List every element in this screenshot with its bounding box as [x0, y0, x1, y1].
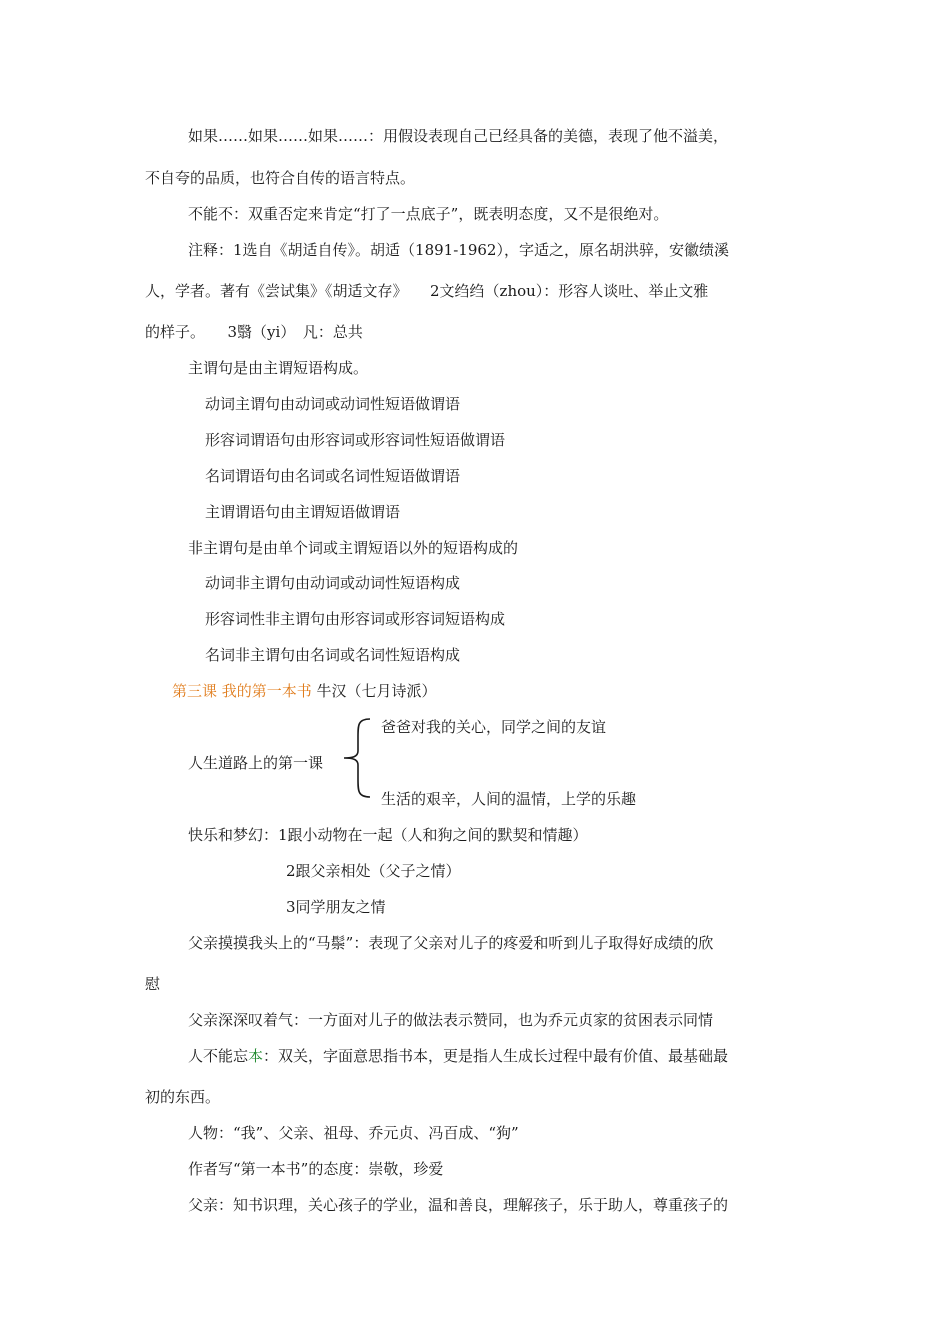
paragraph-line: 形容词谓语句由形容词或形容词性短语做谓语: [205, 431, 506, 449]
lesson-title: 第三课 我的第一本书: [172, 682, 312, 700]
brace-item-bottom: 生活的艰辛，人间的温情，上学的乐趣: [381, 790, 637, 808]
paragraph-line: 动词主谓句由动词或动词性短语做谓语: [205, 395, 461, 413]
paragraph-line: 主谓句是由主谓短语构成。: [188, 359, 369, 377]
paragraph-line: 形容词性非主谓句由形容词或形容词短语构成: [205, 610, 506, 628]
curly-brace-icon: [340, 717, 376, 799]
paragraph-line: 名词谓语句由名词或名词性短语做谓语: [205, 467, 461, 485]
paragraph-line: 人物：“我”、父亲、祖母、乔元贞、冯百成、“狗”: [188, 1124, 519, 1142]
highlighted-word: 本: [248, 1047, 264, 1065]
paragraph-line: 名词非主谓句由名词或名词性短语构成: [205, 646, 461, 664]
lesson-author: 牛汉（七月诗派）: [311, 682, 437, 700]
paragraph-line: 不能不：双重否定来肯定“打了一点底子”，既表明态度，又不是很绝对。: [188, 205, 669, 223]
paragraph-line: 注释：1选自《胡适自传》。胡适（1891-1962），字适之，原名胡洪骍，安徽绩溪: [188, 241, 729, 259]
paragraph-line: 初的东西。: [145, 1088, 221, 1106]
text-run: ：双关，字面意思指书本，更是指人生成长过程中最有价值、最基础最: [263, 1047, 729, 1065]
paragraph-line: 动词非主谓句由动词或动词性短语构成: [205, 574, 461, 592]
paragraph-line: 父亲：知书识理，关心孩子的学业，温和善良，理解孩子，乐于助人，尊重孩子的: [188, 1196, 729, 1214]
paragraph-line: 非主谓句是由单个词或主谓短语以外的短语构成的: [188, 539, 519, 557]
paragraph-line: 作者写“第一本书”的态度：崇敬，珍爱: [188, 1160, 444, 1178]
paragraph-line: 不自夸的品质，也符合自传的语言特点。: [145, 169, 416, 187]
paragraph-line: 父亲深深叹着气：一方面对儿子的做法表示赞同，也为乔元贞家的贫困表示同情: [188, 1011, 714, 1029]
brace-label: 人生道路上的第一课: [188, 754, 324, 772]
list-item: 3同学朋友之情: [286, 898, 386, 916]
paragraph-line: 慰: [145, 975, 161, 993]
list-item: 2跟父亲相处（父子之情）: [286, 862, 461, 880]
brace-item-top: 爸爸对我的关心，同学之间的友谊: [381, 718, 607, 736]
paragraph-line: 父亲摸摸我头上的“马鬃”：表现了父亲对儿子的疼爱和听到儿子取得好成绩的欣: [188, 934, 714, 952]
text-run: 人不能忘: [188, 1047, 249, 1065]
paragraph-line: 主谓谓语句由主谓短语做谓语: [205, 503, 401, 521]
paragraph-line: 如果……如果……如果……：用假设表现自己已经具备的美德，表现了他不溢美，: [188, 127, 729, 145]
paragraph-line: 的样子。 3翳（yi） 凡：总共: [145, 323, 363, 341]
lesson-heading: [172, 681, 437, 701]
paragraph-line: [188, 1046, 728, 1066]
paragraph-line: 人，学者。著有《尝试集》《胡适文存》 2文绉绉（zhou）：形容人谈吐、举止文雅: [145, 282, 709, 300]
paragraph-line: 快乐和梦幻：1跟小动物在一起（人和狗之间的默契和情趣）: [188, 826, 588, 844]
